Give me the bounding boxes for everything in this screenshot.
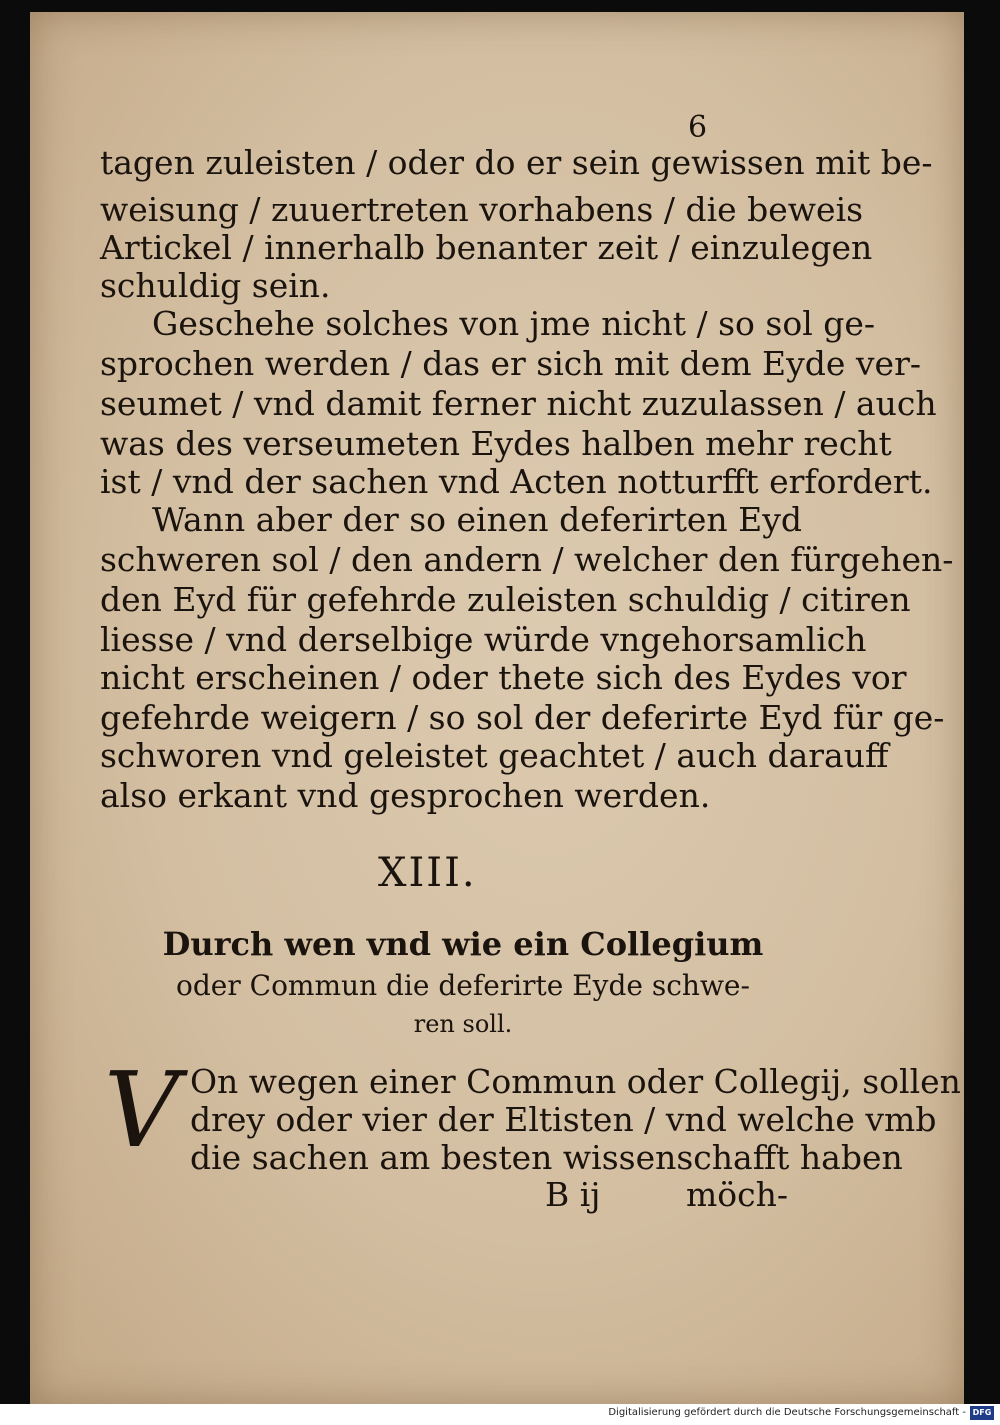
- signature-mark: B ij: [545, 1175, 601, 1214]
- dfg-logo-icon: DFG: [970, 1406, 994, 1420]
- section-heading-line: oder Commun die deferirte Eyde schwe-: [176, 969, 750, 1002]
- text-line: drey oder vier der Eltisten / vnd welche vmb: [190, 1100, 937, 1139]
- text-line: gefehrde weigern / so sol der deferirte Eyd für ge-: [100, 698, 945, 737]
- text-line: sprochen werden / das er sich mit dem Eyde ver-: [100, 344, 922, 383]
- footer-credit: Digitalisierung gefördert durch die Deutsche Forschungsgemeinschaft -: [608, 1407, 966, 1418]
- text-line: schweren sol / den andern / welcher den fürgehen-: [100, 540, 954, 579]
- section-heading-line: ren soll.: [413, 1010, 513, 1038]
- text-line: Geschehe solches von jme nicht / so sol ge-: [152, 304, 876, 343]
- text-line: nicht erscheinen / oder thete sich des Eydes vor: [100, 658, 907, 697]
- text-line: seumet / vnd damit ferner nicht zuzulassen / auch: [100, 384, 937, 423]
- text-line: also erkant vnd gesprochen werden.: [100, 776, 711, 815]
- text-line: den Eyd für gefehrde zuleisten schuldig / citiren: [100, 580, 911, 619]
- text-line: tagen zuleisten / oder do er sein gewissen mit be-: [100, 143, 933, 182]
- drop-cap-initial: V: [104, 1049, 180, 1171]
- text-line: weisung / zuuertreten vorhabens / die beweis: [100, 190, 864, 229]
- text-line: On wegen einer Commun oder Collegij, sollen: [190, 1062, 961, 1101]
- page-number: 6: [688, 110, 708, 145]
- text-line: was des verseumeten Eydes halben mehr recht: [100, 424, 892, 463]
- section-number: XIII.: [378, 850, 477, 896]
- text-line: schuldig sein.: [100, 266, 331, 305]
- text-line: schworen vnd geleistet geachtet / auch darauff: [100, 736, 889, 775]
- section-heading-line: Durch wen vnd wie ein Collegium: [162, 925, 764, 963]
- text-line: liesse / vnd derselbige würde vngehorsamlich: [100, 620, 867, 659]
- catchword: möch-: [686, 1175, 789, 1214]
- text-line: Artickel / innerhalb benanter zeit / einzulegen: [100, 228, 873, 267]
- text-line: die sachen am besten wissenschafft haben: [190, 1138, 903, 1177]
- text-line: ist / vnd der sachen vnd Acten notturfft erfordert.: [100, 462, 933, 501]
- text-line: Wann aber der so einen deferirten Eyd: [152, 500, 803, 539]
